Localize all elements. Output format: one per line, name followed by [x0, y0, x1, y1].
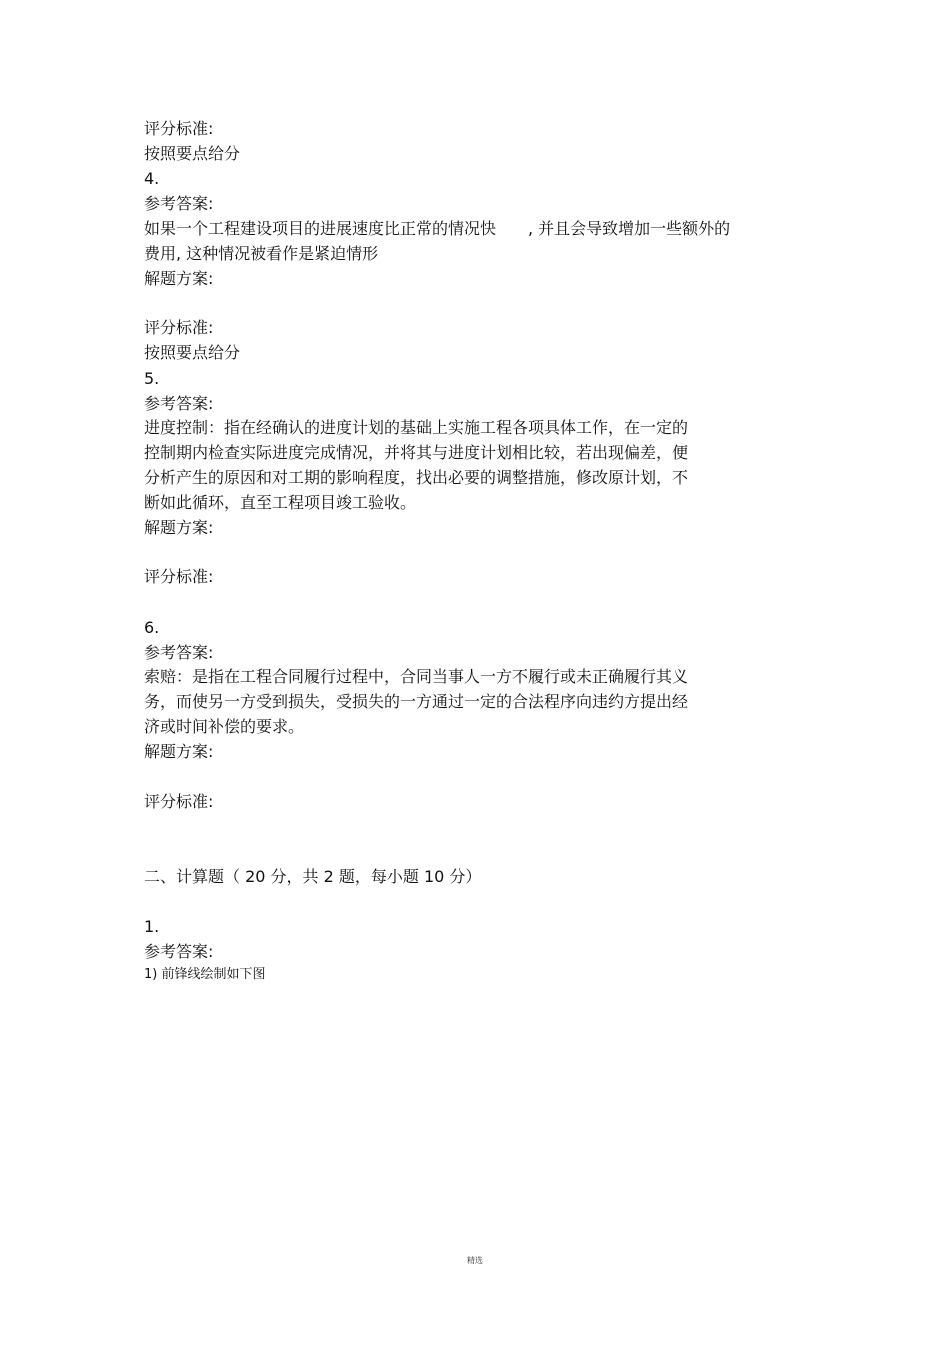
grading-label: 评分标准:: [144, 119, 214, 138]
answer-label: 参考答案:: [144, 194, 214, 213]
solution-label: 解题方案:: [144, 269, 214, 288]
grading-text: 按照要点给分: [144, 343, 241, 362]
section-heading: 二、计算题（ 20 分，共 2 题，每小题 10 分）: [144, 867, 482, 886]
answer-text: 务，而使另一方受到损失，受损失的一方通过一定的合法程序向违约方提出经: [144, 692, 689, 711]
answer-label: 参考答案:: [144, 643, 214, 662]
answer-text: 费用, 这种情况被看作是紧迫情形: [144, 244, 379, 263]
grading-text: 按照要点给分: [144, 144, 241, 163]
answer-text: 控制期内检查实际进度完成情况，并将其与进度计划相比较，若出现偏差，便: [144, 443, 689, 462]
answer-label: 参考答案:: [144, 942, 214, 961]
page-footer: 精选: [467, 1256, 483, 1265]
answer-label: 参考答案:: [144, 394, 214, 413]
answer-text: 如果一个工程建设项目的进展速度比正常的情况快 , 并且会导致增加一些额外的: [144, 219, 731, 238]
solution-label: 解题方案:: [144, 518, 214, 537]
answer-text: 济或时间补偿的要求。: [144, 717, 305, 736]
answer-text: 进度控制：指在经确认的进度计划的基础上实施工程各项具体工作，在一定的: [144, 418, 689, 437]
grading-label: 评分标准:: [144, 318, 214, 337]
answer-text: 分析产生的原因和对工期的影响程度，找出必要的调整措施，修改原计划，不: [144, 468, 689, 487]
answer-text: 索赔：是指在工程合同履行过程中，合同当事人一方不履行或未正确履行其义: [144, 667, 689, 686]
question-number: 1.: [144, 917, 160, 936]
solution-label: 解题方案:: [144, 742, 214, 761]
question-number: 6.: [144, 618, 160, 637]
question-number: 5.: [144, 369, 160, 388]
grading-label: 评分标准:: [144, 792, 214, 811]
question-number: 4.: [144, 169, 160, 188]
grading-label: 评分标准:: [144, 567, 214, 586]
answer-text: 断如此循环，直至工程项目竣工验收。: [144, 493, 417, 512]
answer-text: 1) 前锋线绘制如下图: [144, 967, 266, 982]
